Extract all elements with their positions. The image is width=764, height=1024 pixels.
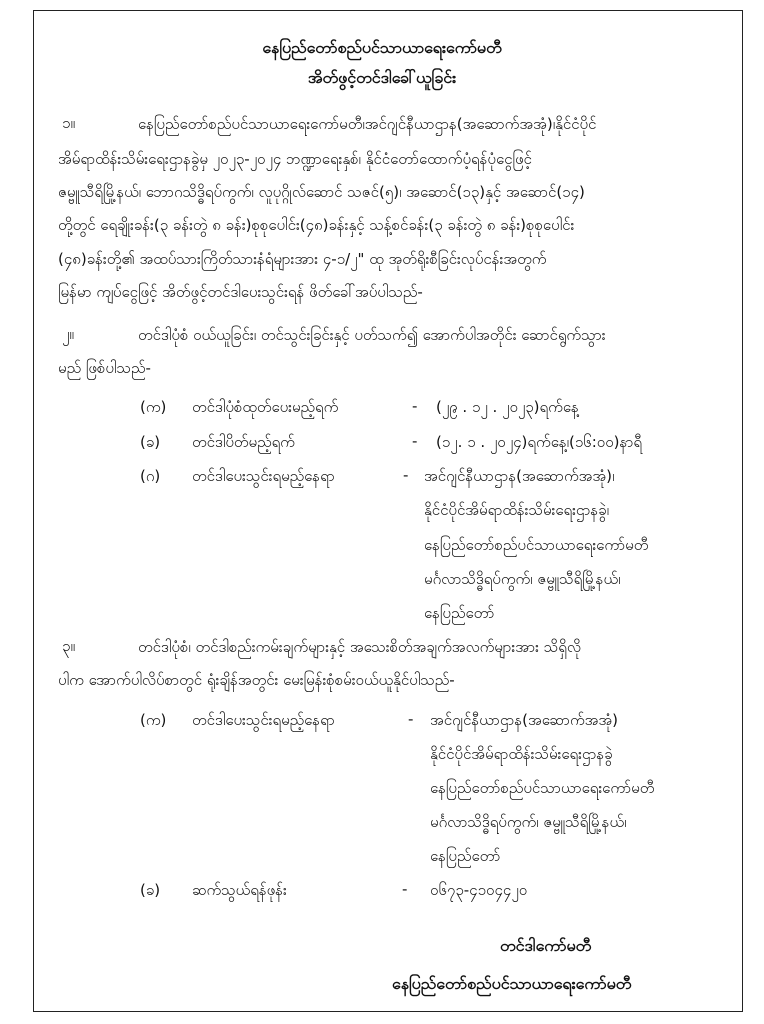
p3-address-line: မင်္ဂလာသိဒ္ဓိရပ်ကွက်၊ ဇမ္ဗူသီရိမြို့နယ်၊ bbox=[430, 813, 627, 831]
p2-item-a-dash: - bbox=[412, 397, 418, 415]
p3-phone-dash: - bbox=[402, 880, 408, 898]
p1-line-1: နေပြည်တော်စည်ပင်သာယာရေးကော်မတီ၊အင်ဂျင်နီယာဌာန(အဆောက်အအုံ)၊နိုင်ငံပိုင် bbox=[138, 115, 597, 133]
p1-number: ၁။ bbox=[62, 114, 75, 132]
p3-line-1: တင်ဒါပုံစံ၊ တင်ဒါစည်းကမ်းချက်များနှင့် အသေးစိတ်အချက်အလက်များအား သိရှိလို bbox=[138, 638, 581, 656]
p2-item-c-dash: - bbox=[403, 466, 409, 484]
p2-address-line: နေပြည်တော်စည်ပင်သာယာရေးကော်မတီ bbox=[424, 536, 649, 554]
p3-phone-mark: (ခ) bbox=[140, 881, 161, 899]
p2-item-b-mark: (ခ) bbox=[140, 433, 161, 451]
p2-line-2: မည် ဖြစ်ပါသည်- bbox=[58, 359, 151, 377]
p3-item-a-mark: (က) bbox=[140, 711, 167, 729]
p3-phone-value: ၀၆၇၃-၄၁၀၄၄၂၀ bbox=[430, 881, 528, 899]
p3-address-line: နေပြည်တော် bbox=[430, 847, 501, 865]
p2-address-line: နေပြည်တော် bbox=[424, 604, 495, 622]
p2-item-b-label: တင်ဒါပိတ်မည့်ရက် bbox=[192, 433, 295, 451]
p1-line-4: တို့တွင် ရေချိုးခန်း(၃ ခန်းတွဲ ၈ ခန်း)စုစုပေါင်း(၄၈)ခန်းနှင့် သန့်စင်ခန်း(၃ ခန်းတွဲ ၈ ခန်း)စုစုပေါင်း bbox=[58, 216, 575, 234]
p2-item-a-label: တင်ဒါပုံစံထုတ်ပေးမည့်ရက် bbox=[192, 398, 339, 416]
header-org: နေပြည်တော်စည်ပင်သာယာရေးကော်မတီ bbox=[262, 38, 502, 57]
p3-phone-label: ဆက်သွယ်ရန်ဖုန်း bbox=[192, 881, 287, 899]
p2-item-b-value: (၁၂. ၁ . ၂၀၂၄)ရက်နေ့၊(၁၆:၀၀)နာရီ bbox=[436, 433, 643, 451]
p3-address-line: နေပြည်တော်စည်ပင်သာယာရေးကော်မတီ bbox=[430, 779, 655, 797]
p2-item-a-mark: (က) bbox=[140, 398, 167, 416]
p3-address-line: နိုင်ငံပိုင်အိမ်ရာထိန်းသိမ်းရေးဌာနခွဲ bbox=[430, 745, 613, 763]
p2-address-line: နိုင်ငံပိုင်အိမ်ရာထိန်းသိမ်းရေးဌာနခွဲ၊ bbox=[424, 501, 609, 519]
p2-line-1: တင်ဒါပုံစံ ဝယ်ယူခြင်း၊ တင်သွင်းခြင်းနှင့် ပတ်သက်၍ အောက်ပါအတိုင်း ဆောင်ရွက်သွား bbox=[138, 326, 606, 344]
p1-line-5: (၄၈)ခန်းတို့၏ အထပ်သားကြိတ်သားနံရံများအား ၄-၁/၂" ထု အုတ်ရိုးစီခြင်းလုပ်ငန်းအတွက် bbox=[58, 250, 547, 268]
p2-item-b-dash: - bbox=[412, 432, 418, 450]
p2-address-line: မင်္ဂလာသိဒ္ဓိရပ်ကွက်၊ ဇမ္ဗူသီရိမြို့နယ်၊ bbox=[424, 570, 621, 588]
signature-committee: တင်ဒါကော်မတီ bbox=[500, 936, 592, 955]
p3-item-a-value: အင်ဂျင်နီယာဌာန(အဆောက်အအုံ) bbox=[430, 711, 619, 729]
p3-item-a-dash: - bbox=[408, 710, 414, 728]
p3-number: ၃။ bbox=[62, 637, 75, 655]
header-title: အိတ်ဖွင့်တင်ဒါခေါ်ယူခြင်း bbox=[307, 68, 457, 87]
p2-item-a-value: (၂၉ . ၁၂ . ၂၀၂၃)ရက်နေ့ bbox=[436, 398, 579, 416]
p2-number: ၂။ bbox=[62, 325, 74, 343]
p1-line-3: ဇမ္ဗူသီရိမြို့နယ်၊ ဘောဂသိဒ္ဓိရပ်ကွက်၊ လူပုဂ္ဂိုလ်ဆောင် သဇင်(၅)၊ အဆောင်(၁၃)နှင့် အဆောင်(၁၄) bbox=[58, 183, 585, 201]
p2-item-c-value: အင်ဂျင်နီယာဌာန(အဆောက်အအုံ)၊ bbox=[424, 467, 615, 485]
p3-item-a-label: တင်ဒါပေးသွင်းရမည့်နေရာ bbox=[192, 711, 335, 729]
p3-line-2: ပါက အောက်ပါလိပ်စာတွင် ရုံးချိန်အတွင်း မေးမြန်းစုံစမ်းဝယ်ယူနိုင်ပါသည်- bbox=[58, 671, 455, 689]
p1-line-6: မြန်မာ ကျပ်ငွေဖြင့် အိတ်ဖွင့်တင်ဒါပေးသွင်းရန် ဖိတ်ခေါ်အပ်ပါသည်- bbox=[58, 283, 423, 301]
signature-organization: နေပြည်တော်စည်ပင်သာယာရေးကော်မတီ bbox=[392, 974, 632, 993]
p1-line-2: အိမ်ရာထိန်းသိမ်းရေးဌာနခွဲမှ ၂၀၂၃-၂၀၂၄ ဘဏ္ဍာရေးနှစ်၊ နိုင်ငံတော်ထောက်ပံ့ရန်ပုံငွေဖြင့် bbox=[58, 150, 532, 168]
p2-item-c-mark: (ဂ) bbox=[140, 467, 161, 485]
p2-item-c-label: တင်ဒါပေးသွင်းရမည့်နေရာ bbox=[192, 467, 335, 485]
